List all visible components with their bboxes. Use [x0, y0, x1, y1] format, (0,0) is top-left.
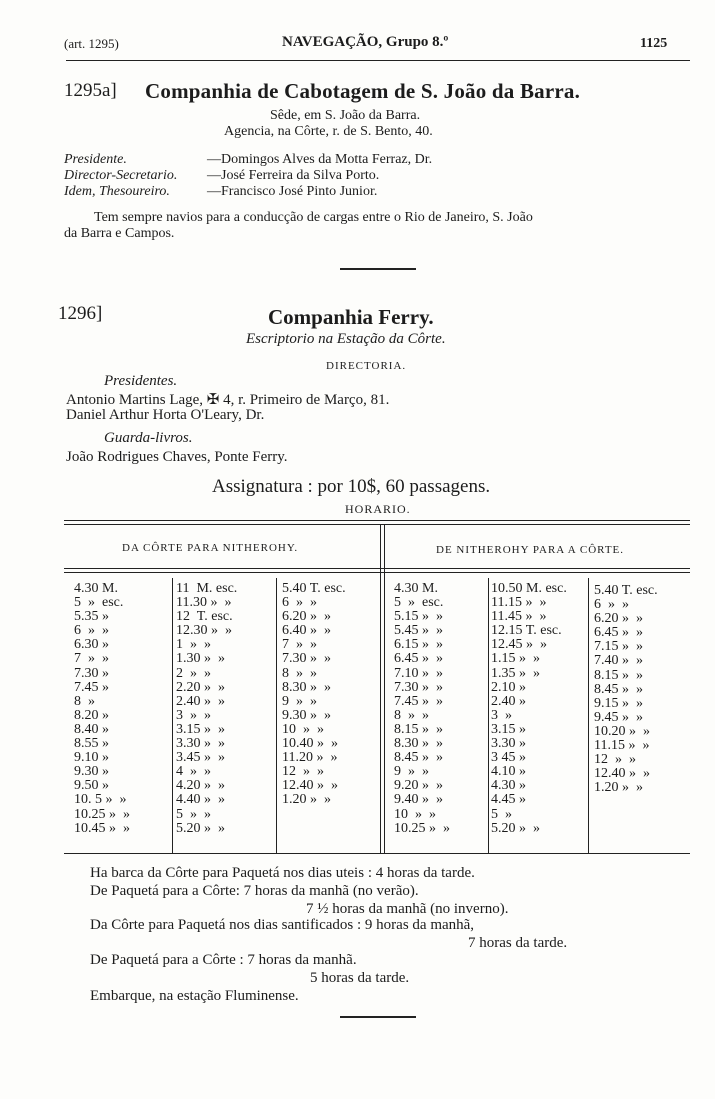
schedule-time-entry: 6.20 » » — [282, 609, 331, 625]
schedule-time-entry: 2.20 » » — [176, 679, 225, 695]
schedule-time-entry: 6.45 » » — [394, 651, 443, 667]
schedule-time-entry: 6.15 » » — [394, 637, 443, 653]
schedule-time-entry: 7.45 » — [74, 679, 109, 695]
schedule-time-entry: 6.20 » » — [594, 611, 643, 627]
company-name: Companhia de Cabotagem de S. João da Barra. — [145, 79, 581, 103]
header-rule — [66, 60, 690, 61]
schedule-time-entry: 12 T. esc. — [176, 609, 233, 625]
entry-number: 1296] — [58, 303, 103, 324]
schedule-time-entry: 9.45 » » — [594, 709, 643, 725]
schedule-time-entry: 7.30 » » — [282, 651, 331, 667]
schedule-time-entry: 3.30 » — [491, 736, 526, 752]
column-divider — [588, 578, 589, 853]
schedule-column — [176, 582, 237, 836]
company-description: Tem sempre navios para a conducção de cargas entre o Rio de Janeiro, S. João — [94, 210, 533, 225]
schedule-time-entry: 5.20 » » — [176, 820, 225, 836]
page-number: 1125 — [640, 36, 668, 51]
schedule-time-entry: 10.25 » » — [74, 806, 130, 822]
schedule-time-entry: 1.30 » » — [176, 651, 225, 667]
officer-name: —Domingos Alves da Motta Ferraz, Dr. — [207, 152, 433, 167]
schedule-time-entry: 3 45 » — [491, 750, 526, 766]
schedule-time-entry: 4.40 » » — [176, 792, 225, 808]
schedule-time-entry: 5 » — [491, 806, 512, 822]
schedule-time-entry: 10.45 » » — [74, 820, 130, 836]
officer-role: Presidente. — [64, 152, 127, 167]
schedule-time-entry: 2.40 » » — [176, 693, 225, 709]
schedule-time-entry: 8.30 » » — [282, 679, 331, 695]
schedule-time-entry: 4.45 » — [491, 792, 526, 808]
schedule-time-entry: 9 » » — [394, 764, 429, 780]
note-line: 7 ½ horas da manhã (no inverno). — [306, 901, 509, 917]
schedule-time-entry: 6 » » — [74, 623, 109, 639]
schedule-time-entry: 7 » » — [74, 651, 109, 667]
company-office: Escriptorio na Estação da Côrte. — [246, 331, 446, 347]
schedule-time-entry: 5.45 » » — [394, 623, 443, 639]
column-divider — [172, 578, 173, 853]
schedule-time-entry: 3 » » — [176, 707, 211, 723]
schedule-time-entry: 6.40 » » — [282, 623, 331, 639]
schedule-time-entry: 10.25 » » — [394, 820, 450, 836]
table-top-rule-2 — [64, 524, 690, 525]
schedule-time-entry: 8 » — [74, 693, 95, 709]
schedule-time-entry: 5.15 » » — [394, 609, 443, 625]
subscription-info: Assignatura : por 10$, 60 passagens. — [212, 476, 491, 497]
company-description-cont: da Barra e Campos. — [64, 226, 175, 241]
schedule-time-entry: 10.40 » » — [282, 736, 338, 752]
schedule-time-entry: 7.30 » — [74, 665, 109, 681]
note-line: Embarque, na estação Fluminense. — [90, 988, 299, 1004]
schedule-column — [594, 584, 658, 795]
schedule-heading-return: DE NITHEROHY PARA A CÔRTE. — [436, 544, 625, 556]
schedule-column — [394, 582, 450, 836]
schedule-time-entry: 4.10 » — [491, 764, 526, 780]
schedule-time-entry: 8.15 » » — [394, 721, 443, 737]
bookkeeper-entry: João Rodrigues Chaves, Ponte Ferry. — [66, 449, 288, 465]
schedule-time-entry: 8.15 » » — [594, 667, 643, 683]
schedule-time-entry: 1.15 » » — [491, 651, 540, 667]
schedule-time-entry: 9.40 » » — [394, 792, 443, 808]
schedule-time-entry: 10.50 M. esc. — [491, 581, 567, 596]
schedule-time-entry: 10 » » — [282, 721, 324, 737]
schedule-time-entry: 3.15 » — [491, 721, 526, 737]
schedule-time-entry: 1 » » — [176, 637, 211, 653]
note-line: Ha barca da Côrte para Paquetá nos dias uteis : 4 horas da tarde. — [90, 865, 475, 881]
section-divider — [340, 268, 416, 270]
closing-divider — [340, 1016, 416, 1018]
officer-name: —Francisco José Pinto Junior. — [207, 184, 378, 199]
schedule-time-entry: 8 » » — [282, 665, 317, 681]
schedule-time-entry: 2 » » — [176, 665, 211, 681]
schedule-time-entry: 8 » » — [394, 707, 429, 723]
schedule-time-entry: 12.40 » » — [282, 778, 338, 794]
schedule-time-entry: 3 » — [491, 707, 512, 723]
schedule-column — [282, 582, 346, 808]
schedule-time-entry: 3.15 » » — [176, 721, 225, 737]
schedule-time-entry: 4 » » — [176, 764, 211, 780]
officer-role: Idem, Thesoureiro. — [64, 184, 170, 199]
schedule-time-entry: 5 » esc. — [394, 595, 444, 611]
schedule-heading-outbound: DA CÔRTE PARA NITHEROHY. — [122, 542, 299, 554]
schedule-time-entry: 10.20 » » — [594, 723, 650, 739]
table-top-rule — [64, 520, 690, 521]
schedule-time-entry: 8.30 » » — [394, 736, 443, 752]
schedule-time-entry: 7.30 » » — [394, 679, 443, 695]
schedule-time-entry: 4.30 » — [491, 778, 526, 794]
company-name: Companhia Ferry. — [268, 305, 434, 329]
schedule-time-entry: 9.30 » » — [282, 707, 331, 723]
schedule-time-entry: 10 » » — [394, 806, 436, 822]
note-line: 5 horas da tarde. — [310, 970, 410, 986]
schedule-time-entry: 11.20 » » — [282, 750, 338, 766]
schedule-time-entry: 9.50 » — [74, 778, 109, 794]
note-line: Da Côrte para Paquetá nos dias santificados : 9 horas da manhã, — [90, 917, 475, 933]
schedule-time-entry: 1.20 » » — [282, 792, 331, 808]
schedule-time-entry: 2.10 » — [491, 679, 526, 695]
schedule-time-entry: 6 » » — [594, 597, 629, 613]
entry-number: 1295a] — [64, 80, 117, 101]
schedule-column — [74, 582, 130, 836]
company-agency: Agencia, na Côrte, r. de S. Bento, 40. — [224, 124, 433, 139]
horario-heading: HORARIO. — [345, 502, 411, 516]
schedule-time-entry: 4.30 M. — [394, 581, 438, 596]
officer-role: Director-Secretario. — [64, 168, 178, 183]
schedule-time-entry: 11.15 » » — [491, 595, 547, 611]
guarda-livros-heading: Guarda-livros. — [104, 430, 193, 446]
schedule-time-entry: 9.10 » — [74, 750, 109, 766]
note-line: 7 horas da tarde. — [468, 935, 568, 951]
schedule-time-entry: 3.45 » » — [176, 750, 225, 766]
schedule-time-entry: 12.15 T. esc. — [491, 623, 562, 639]
schedule-time-entry: 1.20 » » — [594, 780, 643, 796]
schedule-time-entry: 9.30 » — [74, 764, 109, 780]
schedule-time-entry: 7.45 » » — [394, 693, 443, 709]
officer-name: —José Ferreira da Silva Porto. — [207, 168, 380, 183]
schedule-time-entry: 12 » » — [282, 764, 324, 780]
schedule-time-entry: 5.20 » » — [491, 820, 540, 836]
schedule-time-entry: 12 » » — [594, 752, 636, 768]
schedule-time-entry: 5.40 T. esc. — [594, 583, 658, 598]
directoria-heading: DIRECTORIA. — [326, 360, 407, 372]
presidentes-heading: Presidentes. — [104, 373, 178, 389]
schedule-time-entry: 9.15 » » — [594, 695, 643, 711]
schedule-time-entry: 6 » » — [282, 595, 317, 611]
president-entry: Antonio Martins Lage, ✠ 4, r. Primeiro de Março, 81. — [66, 392, 390, 408]
schedule-column — [491, 582, 567, 836]
table-center-divider — [380, 524, 381, 854]
page-header-title: NAVEGAÇÃO, Grupo 8.º — [282, 34, 449, 50]
schedule-time-entry: 9 » » — [282, 693, 317, 709]
schedule-time-entry: 8.20 » — [74, 707, 109, 723]
schedule-time-entry: 6.45 » » — [594, 625, 643, 641]
schedule-time-entry: 11.30 » » — [176, 595, 232, 611]
column-divider — [276, 578, 277, 853]
schedule-time-entry: 12.40 » » — [594, 766, 650, 782]
president-entry: Daniel Arthur Horta O'Leary, Dr. — [66, 407, 265, 423]
schedule-time-entry: 4.20 » » — [176, 778, 225, 794]
schedule-time-entry: 5 » » — [176, 806, 211, 822]
schedule-time-entry: 9.20 » » — [394, 778, 443, 794]
schedule-time-entry: 8.45 » » — [594, 681, 643, 697]
schedule-time-entry: 5.35 » — [74, 609, 109, 625]
schedule-time-entry: 11.15 » » — [594, 738, 650, 754]
note-line: De Paquetá para a Côrte : 7 horas da manhã. — [90, 952, 357, 968]
table-bottom-rule — [64, 853, 690, 854]
note-line: De Paquetá para a Côrte: 7 horas da manhã (no verão). — [90, 883, 419, 899]
schedule-time-entry: 3.30 » » — [176, 736, 225, 752]
schedule-time-entry: 8.55 » — [74, 736, 109, 752]
schedule-time-entry: 7.15 » » — [594, 639, 643, 655]
schedule-time-entry: 7 » » — [282, 637, 317, 653]
schedule-time-entry: 2.40 » — [491, 693, 526, 709]
schedule-time-entry: 5.40 T. esc. — [282, 581, 346, 596]
table-heading-rule — [64, 568, 690, 569]
company-seat: Sêde, em S. João da Barra. — [270, 108, 421, 123]
schedule-time-entry: 10. 5 » » — [74, 792, 127, 808]
schedule-time-entry: 11 M. esc. — [176, 581, 238, 596]
column-divider — [488, 578, 489, 853]
schedule-time-entry: 4.30 M. — [74, 581, 118, 596]
schedule-time-entry: 7.10 » » — [394, 665, 443, 681]
table-center-divider-2 — [384, 524, 385, 854]
schedule-time-entry: 7.40 » » — [594, 653, 643, 669]
schedule-time-entry: 5 » esc. — [74, 595, 124, 611]
schedule-time-entry: 1.35 » » — [491, 665, 540, 681]
schedule-time-entry: 11.45 » » — [491, 609, 547, 625]
schedule-time-entry: 8.40 » — [74, 721, 109, 737]
page-header-left: (art. 1295) — [64, 36, 119, 51]
schedule-time-entry: 6.30 » — [74, 637, 109, 653]
schedule-time-entry: 12.45 » » — [491, 637, 547, 653]
schedule-time-entry: 12.30 » » — [176, 623, 232, 639]
table-heading-rule-2 — [64, 572, 690, 573]
schedule-time-entry: 8.45 » » — [394, 750, 443, 766]
